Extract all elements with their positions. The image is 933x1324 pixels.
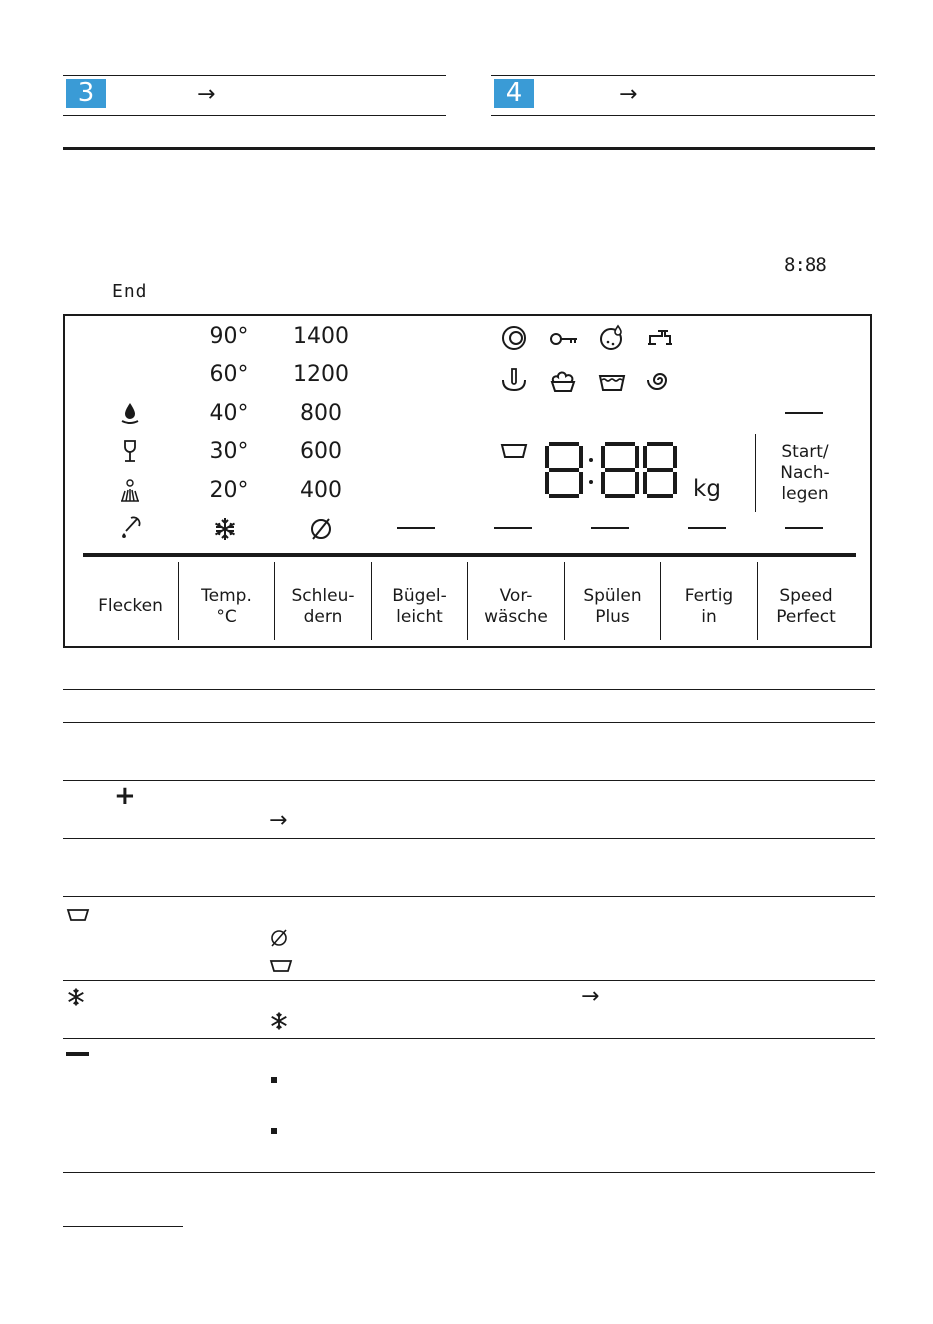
table-rule: [63, 980, 875, 981]
table-rule: [63, 780, 875, 781]
start-line-2: Nach-: [780, 463, 830, 483]
no-spin-icon: [308, 516, 334, 542]
button-easy-iron-line-1: Bügel-: [392, 586, 447, 606]
table-arrow-2: →: [581, 984, 600, 1009]
foam-detected-icon: [549, 366, 577, 394]
drum-water-icon: [598, 324, 626, 352]
step-3-badge: 3: [66, 79, 106, 108]
temp-30: 30°: [209, 439, 249, 464]
indicator-dash-speed-perfect: [785, 527, 823, 529]
prewash-tub-icon: [269, 958, 293, 974]
step-4-arrow: →: [619, 82, 638, 107]
start-line-1: Start/: [781, 442, 829, 462]
rinse-hold-icon: [500, 366, 528, 394]
inline-display-end: End: [112, 281, 148, 302]
display-unit-kg: kg: [693, 476, 721, 502]
temp-60: 60°: [209, 362, 249, 387]
start-reload-button[interactable]: [761, 442, 849, 505]
section-rule: [63, 147, 875, 150]
table-rule: [63, 1172, 875, 1173]
child-lock-key-icon: [549, 326, 579, 352]
start-indicator-dash: [785, 412, 823, 414]
snowflake-icon: [66, 987, 86, 1007]
button-temperature[interactable]: [179, 586, 274, 628]
button-speed-perfect[interactable]: [758, 586, 854, 628]
indicator-dash-spuelen-plus: [591, 527, 629, 529]
button-speed-perfect-line-2: Perfect: [776, 607, 836, 627]
button-spin[interactable]: [275, 586, 371, 628]
control-panel: [63, 314, 872, 648]
step-4-bottom-rule: [491, 115, 875, 116]
wine-glass-icon: [117, 438, 143, 464]
table-arrow-1: →: [269, 808, 288, 833]
button-speed-perfect-line-1: Speed: [779, 586, 833, 606]
table-rule: [63, 689, 875, 690]
button-finish-in-line-1: Fertig: [684, 586, 734, 606]
spin-1200: 1200: [293, 362, 349, 387]
step-3-top-rule: [63, 75, 446, 76]
spin-600: 600: [300, 439, 342, 464]
panel-divider-bar: [83, 553, 856, 557]
button-finish-in[interactable]: [661, 586, 757, 628]
table-rule: [63, 838, 875, 839]
no-spin-icon: [269, 928, 289, 948]
water-tap-icon: [646, 324, 674, 352]
plus-symbol: +: [114, 781, 136, 811]
button-rinse-plus-line-1: Spülen: [583, 586, 642, 606]
grass-flower-icon: [117, 477, 143, 503]
prewash-tub-icon: [500, 441, 528, 461]
step-3-bottom-rule: [63, 115, 446, 116]
temp-40: 40°: [209, 401, 249, 426]
button-prewash[interactable]: [468, 586, 564, 628]
stain-drop-icon: [117, 400, 143, 426]
spin-400: 400: [300, 478, 342, 503]
button-flecken-label: Flecken: [98, 596, 163, 616]
button-prewash-line-2: wäsche: [484, 607, 548, 627]
stain-brush-icon: [117, 515, 143, 541]
spin-1400: 1400: [293, 324, 349, 349]
button-prewash-line-1: Vor-: [499, 586, 533, 606]
spin-spiral-icon: [646, 366, 674, 394]
button-spin-line-2: dern: [303, 607, 343, 627]
button-temperature-line-1: Temp.: [201, 586, 252, 606]
digital-display: [545, 442, 679, 498]
button-spin-line-1: Schleu-: [291, 586, 355, 606]
wash-tub-icon: [598, 370, 626, 394]
footnote-rule: [63, 1226, 183, 1227]
prewash-tub-icon: [66, 907, 90, 923]
snowflake-icon: [212, 516, 238, 542]
button-rinse-plus-line-2: Plus: [595, 607, 630, 627]
indicator-dash-vorwaesche: [494, 527, 532, 529]
dash-symbol-icon: [66, 1052, 89, 1056]
button-easy-iron-line-2: leicht: [396, 607, 443, 627]
list-bullet: [271, 1077, 277, 1083]
button-rinse-plus[interactable]: [565, 586, 660, 628]
button-easy-iron[interactable]: [372, 586, 467, 628]
button-temperature-line-2: °C: [216, 607, 237, 627]
list-bullet: [271, 1128, 277, 1134]
table-rule: [63, 1038, 875, 1039]
start-separator: [755, 434, 756, 512]
temp-90: 90°: [209, 324, 249, 349]
indicator-dash-buegelleicht: [397, 527, 435, 529]
inline-display-time: 8:88: [784, 254, 826, 276]
spin-800: 800: [300, 401, 342, 426]
start-line-3: legen: [781, 484, 829, 504]
indicator-dash-fertig-in: [688, 527, 726, 529]
step-4-top-rule: [491, 75, 875, 76]
table-rule: [63, 722, 875, 723]
step-3-arrow: →: [197, 82, 216, 107]
button-finish-in-line-2: in: [701, 607, 717, 627]
drum-clean-icon: [500, 324, 528, 352]
temp-20: 20°: [209, 478, 249, 503]
button-flecken[interactable]: [83, 596, 178, 617]
step-4-badge: 4: [494, 79, 534, 108]
table-rule: [63, 896, 875, 897]
snowflake-icon: [269, 1011, 289, 1031]
